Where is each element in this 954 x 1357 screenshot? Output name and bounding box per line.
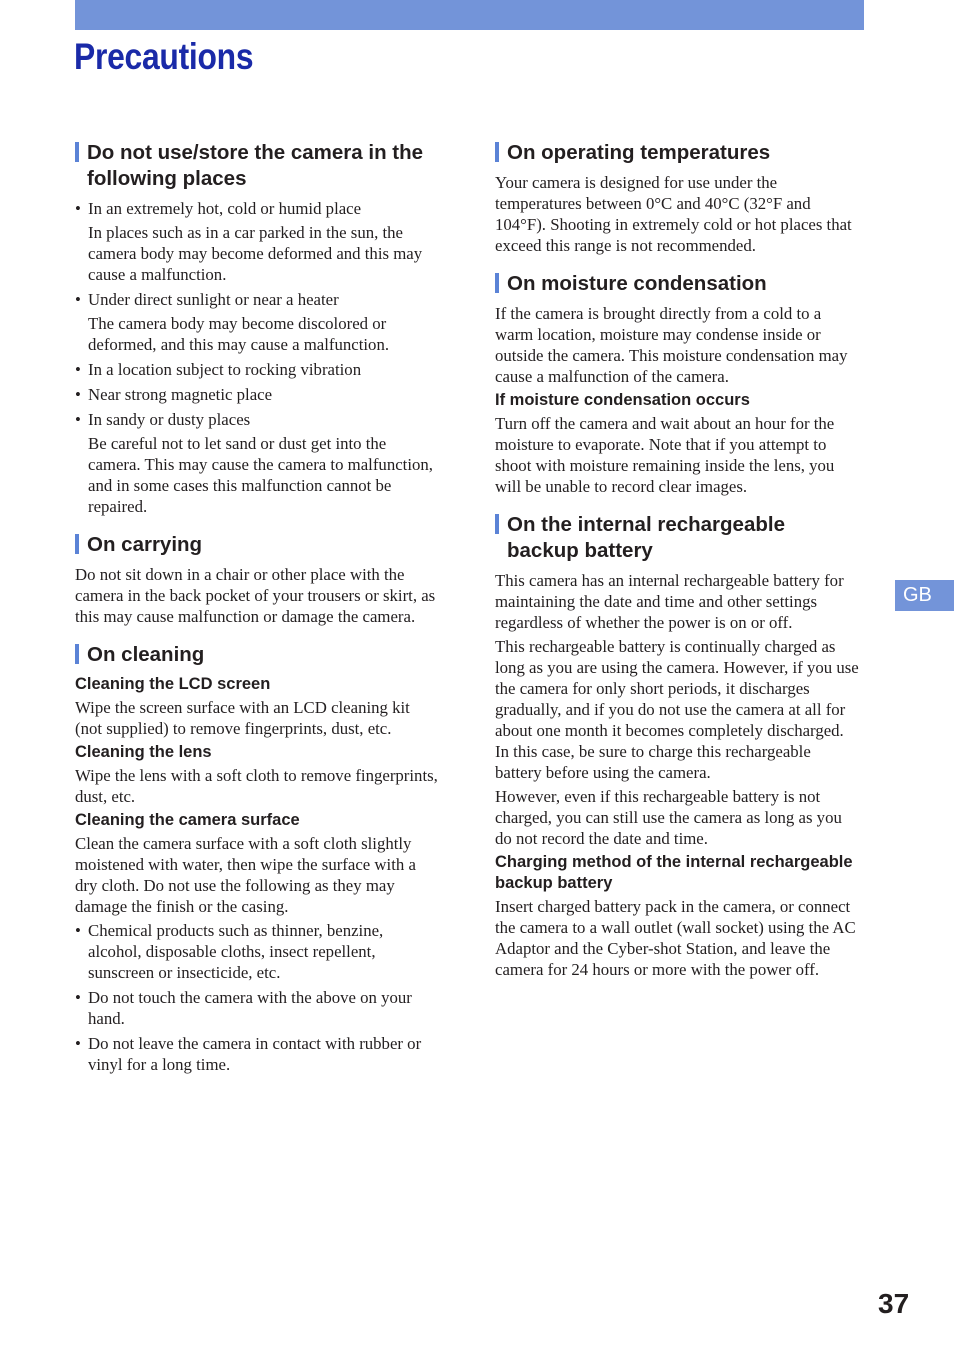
subheading-lcd: Cleaning the LCD screen (75, 675, 271, 693)
header-color-bar (75, 0, 864, 30)
paragraph: This camera has an internal rechargeable battery for maintaining the date and time and other settings regardless of whether the power is on or off. (495, 571, 844, 632)
section-temperatures (495, 140, 861, 256)
section-heading: On moisture condensation (495, 271, 861, 297)
bullet-detail: The camera body may become discolored or deformed, and this may cause a malfunction. (88, 314, 390, 354)
list-item: • Near strong magnetic place (75, 385, 273, 404)
right-column (495, 140, 861, 995)
list-item: • Under direct sunlight or near a heater The camera body may become discolored or deformed, and this may cause a malfunction. (75, 289, 441, 355)
section-heading: On the internal rechargeable backup battery (495, 512, 861, 564)
bullet-detail: In places such as in a car parked in the sun, the camera body may become deformed and this may cause a malfunction. (88, 223, 423, 284)
heading-marker (495, 514, 499, 534)
subheading-surface: Cleaning the camera surface (75, 811, 300, 829)
heading-marker (495, 273, 499, 293)
bullet-list (75, 920, 441, 1075)
paragraph: Wipe the screen surface with an LCD cleaning kit (not supplied) to remove fingerprints, dust, etc. (75, 698, 410, 738)
section-cleaning (75, 642, 441, 1075)
paragraph: However, even if this rechargeable battery is not charged, you can still use the camera as long as you do not record the date and time. (495, 787, 842, 848)
list-item: • Do not touch the camera with the above on your hand. (75, 988, 412, 1028)
list-item: • In an extremely hot, cold or humid place In places such as in a car parked in the sun, the camera body may become deformed and this may cause a malfunction. (75, 198, 441, 285)
language-tab: GB (895, 580, 954, 611)
section-condensation (495, 271, 861, 497)
heading-marker (75, 142, 79, 162)
section-heading: On carrying (75, 532, 441, 558)
bullet-text: Chemical products such as thinner, benzine, alcohol, disposable cloths, insect repellent, sunscreen or insecticide, etc. (88, 921, 384, 982)
bullet-text: In sandy or dusty places (88, 410, 251, 429)
bullet-text: In a location subject to rocking vibration (88, 360, 362, 379)
paragraph: Clean the camera surface with a soft cloth slightly moistened with water, then wipe the surface with a dry cloth. Do not use the following as they may damage the finish or the casing. (75, 834, 416, 916)
section-heading: On operating temperatures (495, 140, 861, 166)
bullet-list (75, 198, 441, 517)
list-item: • Do not leave the camera in contact with rubber or vinyl for a long time. (75, 1034, 422, 1074)
bullet-text: Do not touch the camera with the above on your hand. (88, 988, 412, 1028)
heading-marker (75, 644, 79, 664)
section-storage-places (75, 140, 441, 517)
subheading-condensation-occurs: If moisture condensation occurs (495, 391, 750, 409)
list-item: • In a location subject to rocking vibration (75, 360, 362, 379)
subheading-charging-method: Charging method of the internal rechargeable backup battery (495, 853, 853, 892)
section-heading: Do not use/store the camera in the following places (75, 140, 441, 192)
list-item: • In sandy or dusty places Be careful not to let sand or dust get into the camera. This may cause the camera to malfunction, and in some cases this malfunction cannot be repaired. (75, 409, 441, 517)
section-heading: On cleaning (75, 642, 441, 668)
paragraph: This rechargeable battery is continually charged as long as you are using the camera. However, if you use the camera for only short periods, it discharges gradually, and if you do not use the camera at all for about one month it becomes completely discharged. In this case, be sure to charge this rechargeable battery before using the camera. (495, 637, 859, 782)
paragraph: Insert charged battery pack in the camera, or connect the camera to a wall outlet (wall socket) using the AC Adaptor and the Cyber-shot Station, and leave the camera for 24 hours or more with the power off. (495, 897, 856, 979)
bullet-text: Near strong magnetic place (88, 385, 273, 404)
left-column (75, 140, 441, 1090)
paragraph: Your camera is designed for use under the temperatures between 0°C and 40°C (32°F and 104°F). Shooting in extremely cold or hot places that exceed this range is not recommended. (495, 173, 852, 255)
heading-marker (495, 142, 499, 162)
list-item: • Chemical products such as thinner, benzine, alcohol, disposable cloths, insect repellent, sunscreen or insecticide, etc. (75, 921, 384, 982)
paragraph: Do not sit down in a chair or other place with the camera in the back pocket of your trousers or skirt, as this may cause malfunction or damage the camera. (75, 565, 436, 626)
paragraph: Wipe the lens with a soft cloth to remove fingerprints, dust, etc. (75, 766, 438, 806)
section-carrying (75, 532, 441, 627)
paragraph: Turn off the camera and wait about an hour for the moisture to evaporate. Note that if you attempt to shoot with moisture remaining inside the lens, you will be unable to record clear images. (495, 414, 835, 496)
section-backup-battery (495, 512, 861, 980)
bullet-text: Under direct sunlight or near a heater (88, 290, 339, 309)
bullet-detail: Be careful not to let sand or dust get into the camera. This may cause the camera to malfunction, and in some cases this malfunction cannot be repaired. (88, 434, 433, 516)
page-number: 37 (878, 1288, 910, 1319)
page-title: Precautions (74, 36, 254, 77)
heading-marker (75, 534, 79, 554)
subheading-lens: Cleaning the lens (75, 743, 212, 761)
paragraph: If the camera is brought directly from a cold to a warm location, moisture may condense inside or outside the camera. This moisture condensation may cause a malfunction of the camera. (495, 304, 848, 386)
bullet-text: In an extremely hot, cold or humid place (88, 199, 362, 218)
bullet-text: Do not leave the camera in contact with rubber or vinyl for a long time. (88, 1034, 422, 1074)
